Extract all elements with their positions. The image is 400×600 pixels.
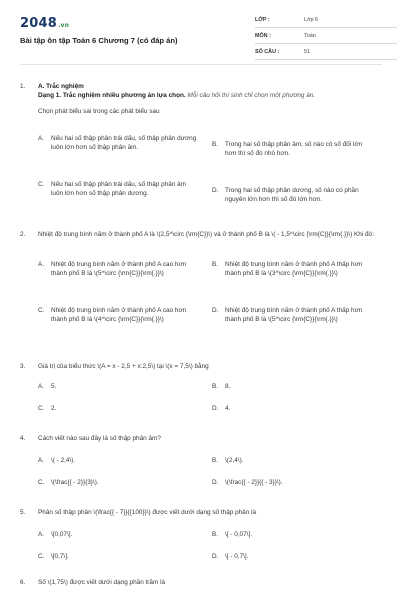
question-stem: Giá trị của biểu thức \(A = x - 2,5 + x:2,5\) tại \(x = 7,5\) bằng (38, 363, 209, 370)
question-number: 1. (20, 83, 26, 90)
document-header (20, 14, 382, 60)
site-logo[interactable]: 2048.vn (20, 16, 70, 31)
document-title: Bài tập ôn tập Toán 6 Chương 7 (có đáp án) (20, 36, 178, 45)
question-stem: Số \(1,75\) được viết dưới dạng phần trăm là (38, 579, 166, 586)
header-divider (20, 64, 382, 65)
question-stem: Chọn phát biểu sai trong các phát biểu sau (38, 107, 160, 115)
question-stem: Cách viết nào sau đây là số thập phân âm? (38, 435, 161, 442)
question-number: 3. (20, 363, 26, 370)
question-number: 2. (20, 231, 26, 238)
section-title: A. Trắc nghiệm (38, 83, 84, 90)
meta-row-class: LỚP : Lớp 6 (255, 14, 397, 28)
question-number: 6. (20, 579, 26, 586)
meta-row-subject: MÔN : Toán (255, 30, 397, 44)
question-stem: Nhiệt độ trung bình năm ở thành phố A là \(2,5^\circ {\rm{C}}\) và ở thành phố B là \( - 1,5^\circ {\rm{C}}{\rm{.}}\) Khi đó: (38, 231, 374, 238)
question-type-note: Dạng 1. Trắc nghiệm nhiều phương án lựa chọn. Mỗi câu hỏi thí sinh chỉ chọn một phương án. (38, 92, 316, 100)
question-number: 4. (20, 435, 26, 442)
question-number: 5. (20, 509, 26, 516)
meta-row-count: SỐ CÂU : 51 (255, 46, 397, 60)
document-meta (255, 14, 397, 62)
question-stem: Phân số thập phân \(\frac{{ - 7}}{{100}}\) được viết dưới dạng số thập phân là (38, 509, 257, 516)
